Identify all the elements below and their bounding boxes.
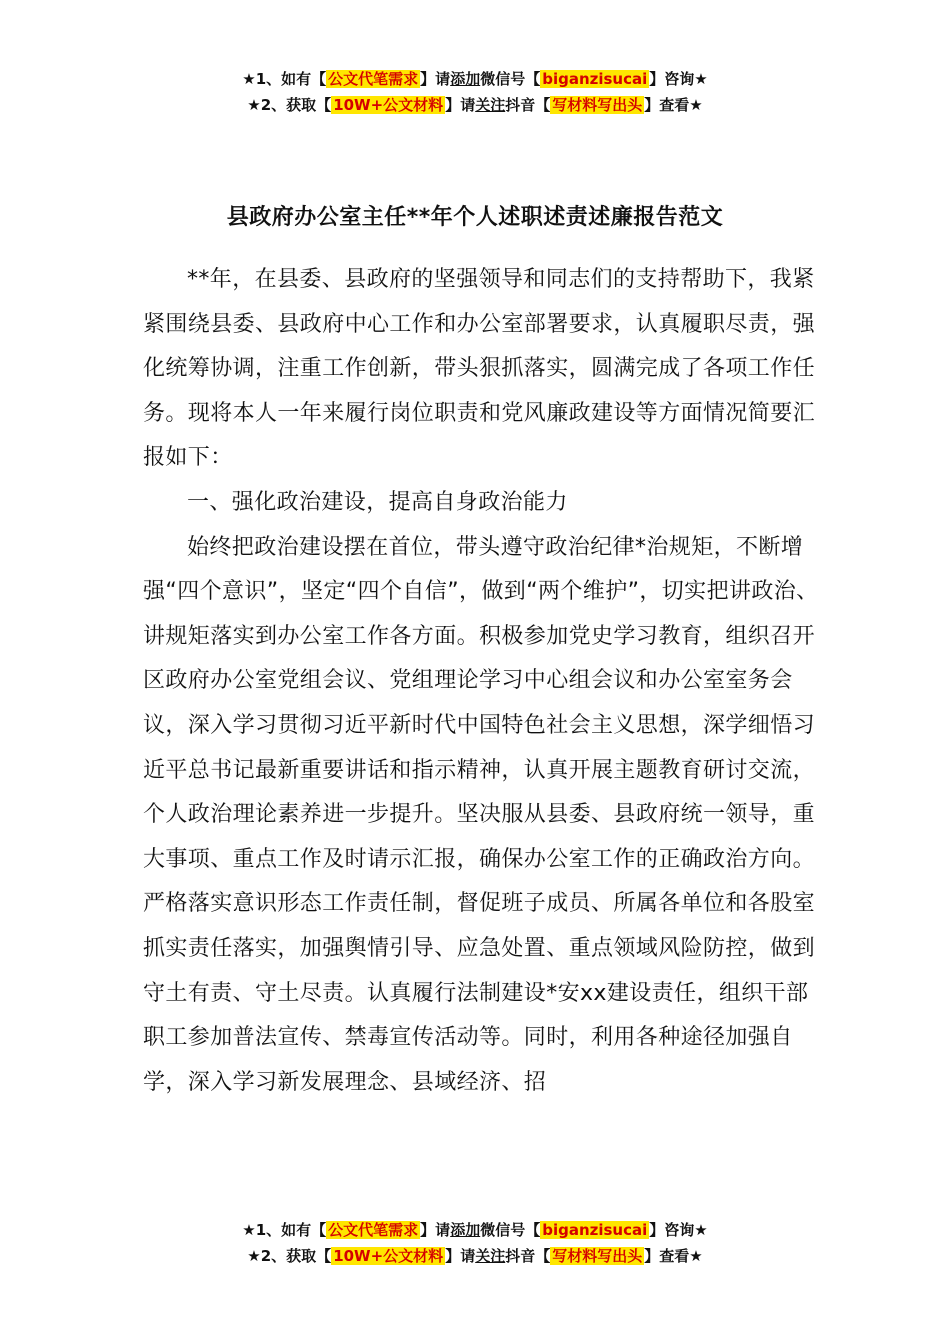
- banner-line-2: ★2、获取【 10W+公文材料 】请关注抖音【 写材料写出头 】查看★: [247, 96, 703, 114]
- banner-highlight: 10W+公文材料: [333, 1247, 444, 1265]
- banner-line-1: ★1、如有【 公文代笔需求 】请添加微信号【 biganzisucai 】咨询★: [242, 70, 708, 88]
- banner-highlight: biganzisucai: [542, 1221, 648, 1239]
- banner-highlight: biganzisucai: [542, 70, 648, 88]
- banner-highlight: 10W+公文材料: [333, 96, 444, 114]
- banner-highlight: 公文代笔需求: [328, 1221, 419, 1239]
- footer-banner: [0, 1217, 950, 1269]
- header-banner: [0, 66, 950, 118]
- banner-highlight: 写材料写出头: [552, 1247, 643, 1265]
- banner-highlight: 写材料写出头: [552, 96, 643, 114]
- banner-line-1: ★1、如有【 公文代笔需求 】请添加微信号【 biganzisucai 】咨询★: [242, 1221, 708, 1239]
- section-heading: 一、强化政治建设，提高自身政治能力: [187, 489, 568, 515]
- document-title: 县政府办公室主任**年个人述职述责述廉报告范文: [226, 205, 724, 230]
- banner-line-2: ★2、获取【 10W+公文材料 】请关注抖音【 写材料写出头 】查看★: [247, 1247, 703, 1265]
- banner-highlight: 公文代笔需求: [328, 70, 419, 88]
- paragraph-intro: **年，在县委、县政府的坚强领导和同志们的支持帮助下，我紧紧围绕县委、县政府中心工作和办公室部署要求，认真履职尽责，强化统筹协调，注重工作创新，带头狠抓落实，圆满完成了各项工作任务。现将本人一年来履行岗位职责和党风廉政建设等方面情况简要汇报如下：: [143, 267, 816, 471]
- document-body: [143, 258, 823, 1105]
- paragraph-political-building: 始终把政治建设摆在首位，带头遵守政治纪律*治规矩，不断增强“四个意识”，坚定“四个自信”，做到“两个维护”，切实把讲政治、讲规矩落实到办公室工作各方面。积极参加党史学习教育，组织召开区政府办公室党组会议、党组理论学习中心组会议和办公室室务会议，深入学习贯彻习近平新时代中国特色社会主义思想，深学细悟习近平总书记最新重要讲话和指示精神，认真开展主题教育研讨交流，个人政治理论素养进一步提升。坚决服从县委、县政府统一领导，重大事项、重点工作及时请示汇报，确保办公室工作的正确政治方向。严格落实意识形态工作责任制，督促班子成员、所属各单位和各股室抓实责任落实，加强舆情引导、应急处置、重点领域风险防控，做到守土有责、守土尽责。认真履行法制建设*安xx建设责任，组织干部职工参加普法宣传、禁毒宣传活动等。同时，利用各种途径加强自学，深入学习新发展理念、县域经济、招: [143, 534, 819, 1095]
